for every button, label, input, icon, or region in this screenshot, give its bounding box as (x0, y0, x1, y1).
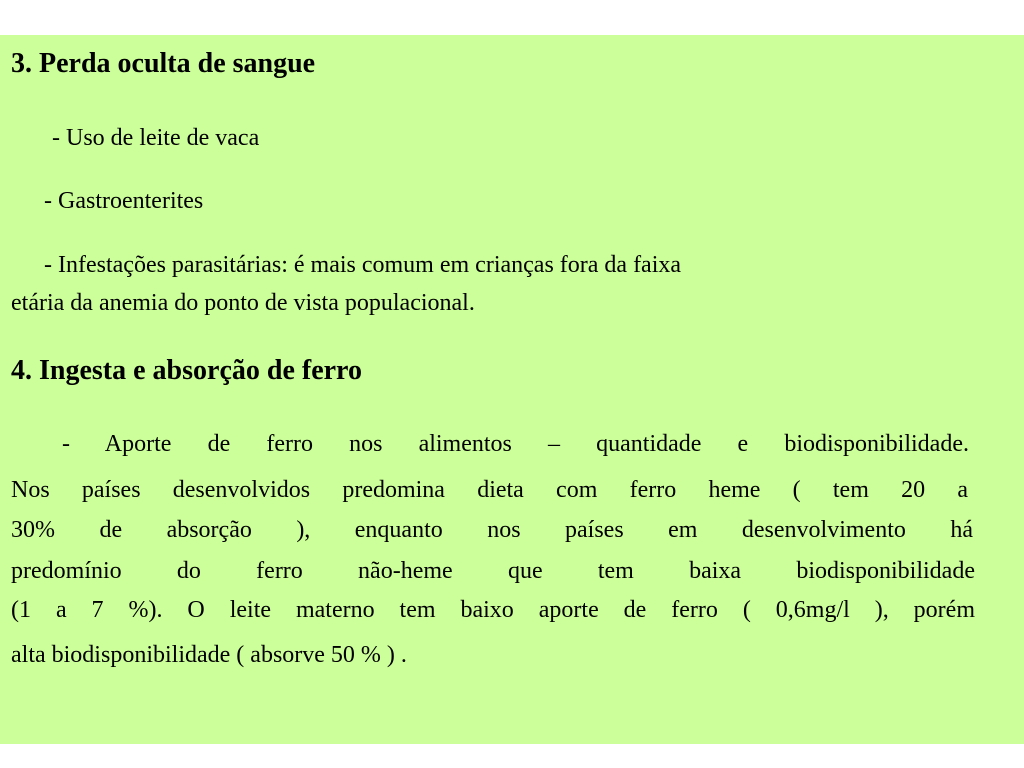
section-4-paragraph-line-1: - Aporte de ferro nos alimentos – quantidade e biodisponibilidade. (62, 431, 969, 457)
section-4-heading: 4. Ingesta e absorção de ferro (11, 355, 362, 386)
section-3-item-cow-milk: - Uso de leite de vaca (52, 125, 260, 151)
section-4-paragraph-line-5: (1 a 7 %). O leite materno tem baixo aporte de ferro ( 0,6mg/l ), porém (11, 597, 975, 623)
section-4-paragraph-line-4: predomínio do ferro não-heme que tem baixa biodisponibilidade (11, 558, 975, 584)
section-3-item-parasitic-line-1: - Infestações parasitárias: é mais comum em crianças fora da faixa (44, 252, 682, 278)
section-3-item-gastroenteritis: - Gastroenterites (44, 188, 204, 214)
section-4-paragraph-line-2: Nos países desenvolvidos predomina dieta com ferro heme ( tem 20 a (11, 477, 968, 503)
section-3-heading: 3. Perda oculta de sangue (11, 48, 316, 79)
section-3-item-parasitic-line-2: etária da anemia do ponto de vista populacional. (11, 290, 475, 316)
section-4-paragraph-line-3: 30% de absorção ), enquanto nos países em desenvolvimento há (11, 517, 973, 543)
section-4-paragraph-line-6: alta biodisponibilidade ( absorve 50 % ) . (11, 642, 407, 668)
